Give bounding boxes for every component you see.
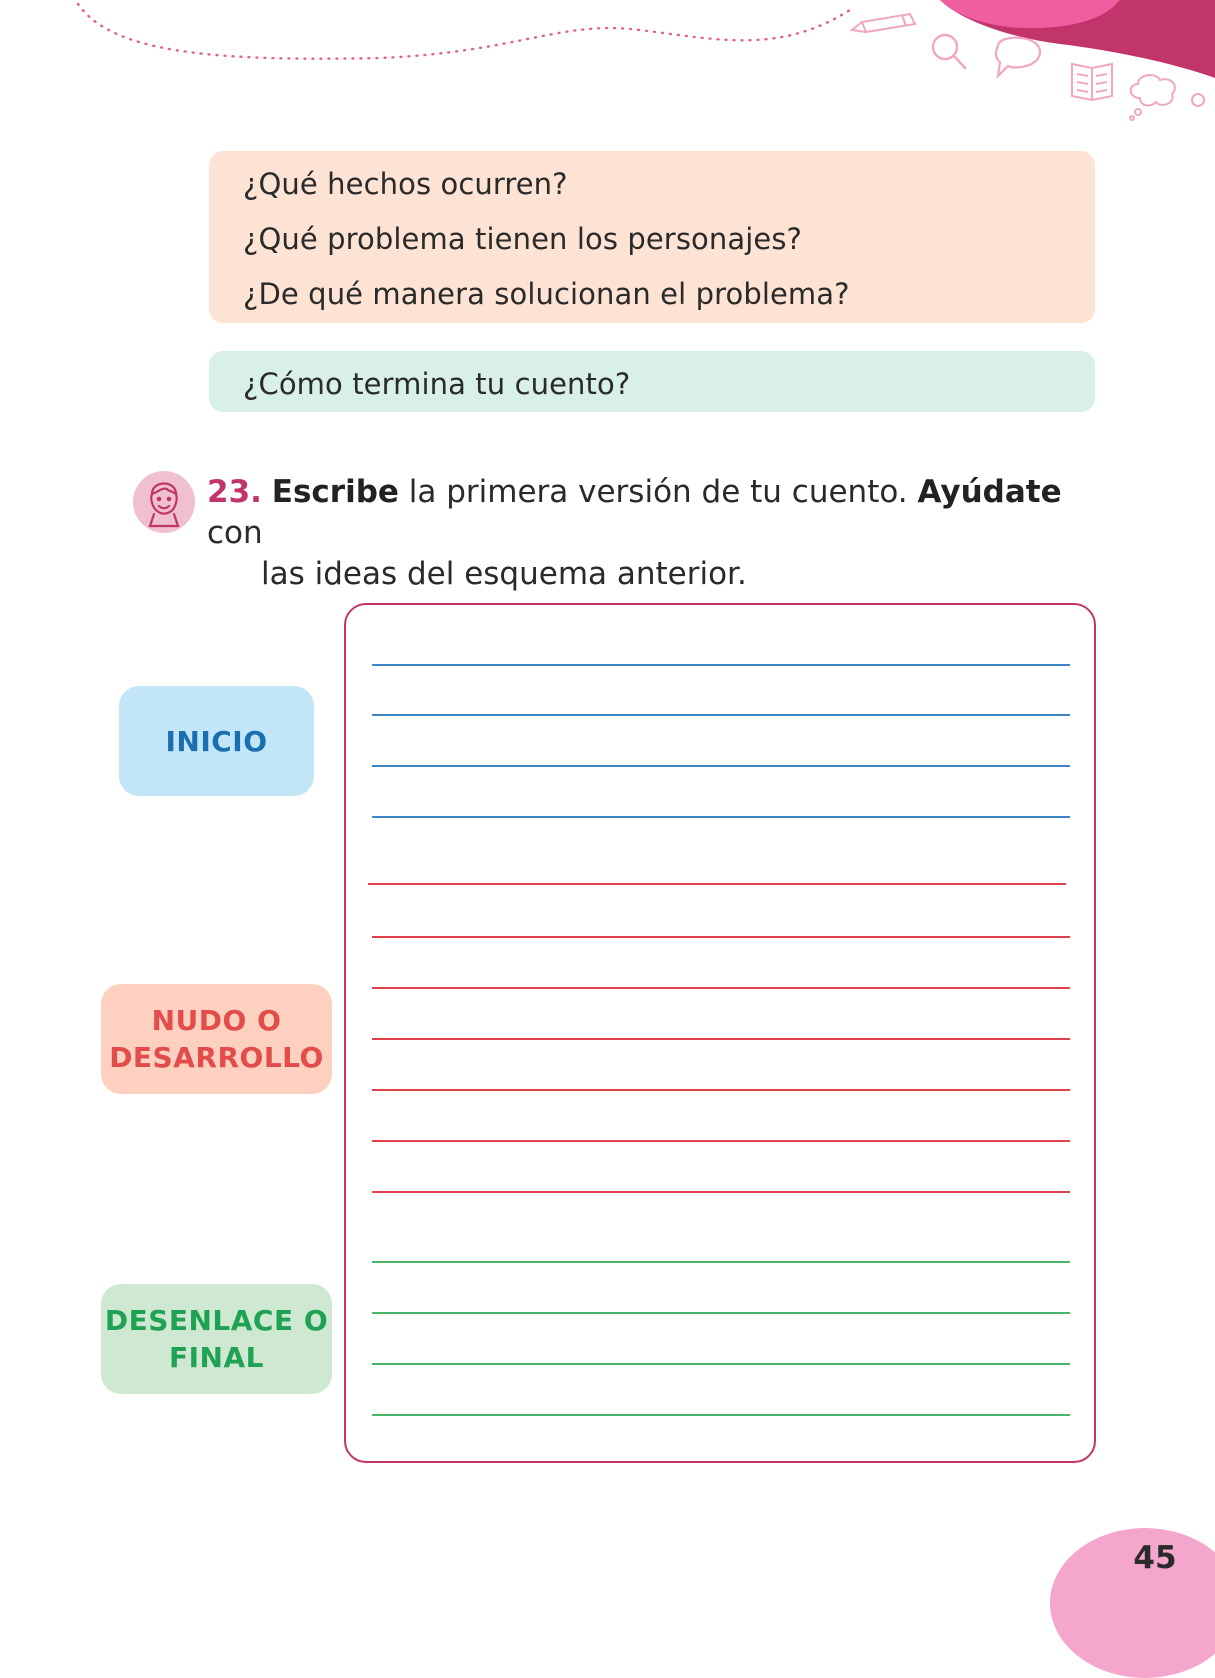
header-decoration — [0, 0, 1215, 130]
end-question-box — [209, 351, 1095, 412]
book-icon — [1072, 64, 1112, 100]
writing-line-nudo[interactable] — [372, 936, 1070, 938]
page-number: 45 — [1133, 1540, 1177, 1576]
middle-questions-box — [209, 151, 1095, 323]
activity-verb-help: Ayúdate — [917, 474, 1062, 510]
student-avatar-icon — [132, 470, 196, 534]
question-line: ¿Cómo termina tu cuento? — [243, 367, 631, 401]
label-inicio-text: INICIO — [165, 724, 268, 758]
writing-frame — [344, 603, 1096, 1463]
writing-line-nudo[interactable] — [368, 883, 1066, 885]
magnifier-icon — [933, 35, 966, 69]
label-nudo-line1: NUDO O — [151, 1004, 282, 1037]
activity-verb-write: Escribe — [271, 474, 399, 510]
activity-number: 23. — [207, 474, 262, 510]
writing-line-final[interactable] — [372, 1312, 1070, 1314]
activity-text-line2: las ideas del esquema anterior. — [261, 556, 747, 592]
label-nudo-line2: DESARROLLO — [109, 1041, 324, 1074]
activity-text: con — [207, 515, 263, 551]
writing-line-nudo[interactable] — [372, 987, 1070, 989]
label-nudo — [101, 984, 332, 1094]
pencil-icon — [852, 14, 915, 32]
writing-line-nudo[interactable] — [372, 1191, 1070, 1193]
thought-cloud-icon — [1130, 75, 1204, 120]
writing-line-nudo[interactable] — [372, 1140, 1070, 1142]
speech-bubble-icon — [996, 38, 1040, 76]
label-final-line1: DESENLACE O — [104, 1304, 329, 1337]
writing-line-final[interactable] — [372, 1414, 1070, 1416]
writing-line-inicio[interactable] — [372, 664, 1070, 666]
writing-line-final[interactable] — [372, 1363, 1070, 1365]
writing-line-nudo[interactable] — [372, 1089, 1070, 1091]
writing-line-final[interactable] — [372, 1261, 1070, 1263]
question-line: ¿Qué hechos ocurren? — [243, 167, 568, 201]
label-final — [101, 1284, 332, 1394]
activity-instruction — [207, 472, 1097, 595]
question-line: ¿Qué problema tienen los personajes? — [243, 222, 803, 256]
writing-line-inicio[interactable] — [372, 816, 1070, 818]
question-line: ¿De qué manera solucionan el problema? — [243, 277, 850, 311]
label-final-line2: FINAL — [169, 1341, 264, 1374]
writing-line-nudo[interactable] — [372, 1038, 1070, 1040]
activity-text: la primera versión de tu cuento. — [398, 474, 918, 510]
writing-line-inicio[interactable] — [372, 765, 1070, 767]
writing-line-inicio[interactable] — [372, 714, 1070, 716]
label-inicio — [119, 686, 314, 796]
